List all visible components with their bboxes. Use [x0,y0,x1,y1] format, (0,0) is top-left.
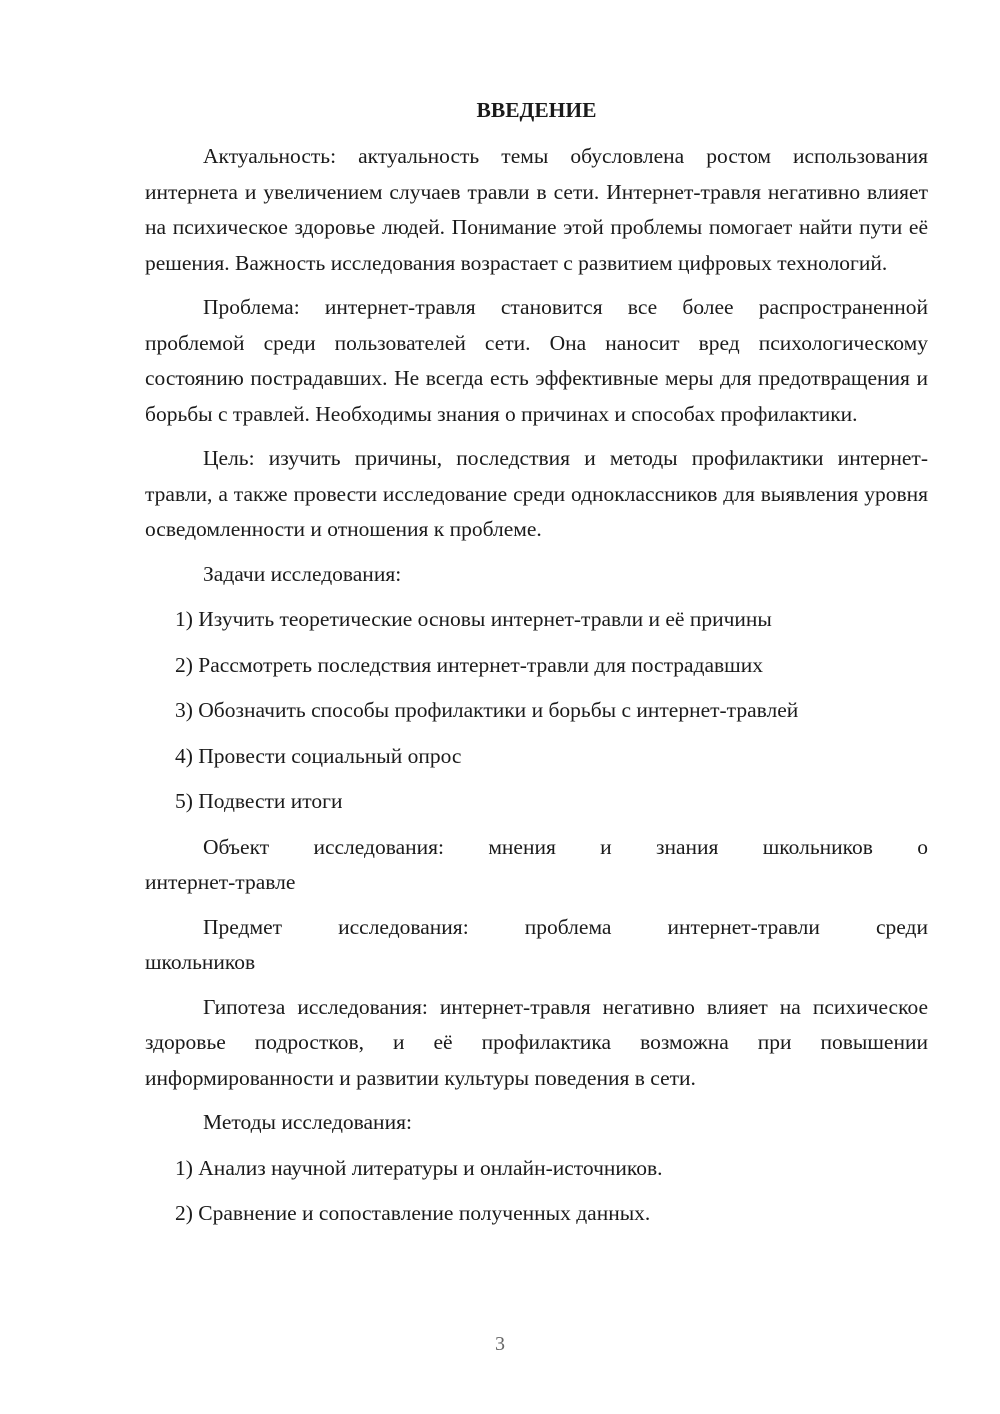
object-paragraph [145,830,928,901]
goal-paragraph: Цель: изучить причины, последствия и методы профилактики интернет-травли, а также провести исследование среди одноклассников для выявления уровня осведомленности и отношения к проблеме. [145,446,928,541]
subject-line-2: школьников [145,950,256,974]
object-line-2: интернет-травле [145,870,296,894]
method-item-1: 1) Анализ научной литературы и онлайн-источников. [175,1155,663,1180]
problem-paragraph: Проблема: интернет-травля становится все более распространенной проблемой среди пользователей сети. Она наносит вред психологическому состоянию пострадавших. Не всегда есть эффективные меры для предотвращения и борьбы с травлей. Необходимы знания о причинах и способах профилактики. [145,295,928,426]
page-title: ВВЕДЕНИЕ [476,98,597,122]
tasks-label: Задачи исследования: [203,561,402,586]
subject-paragraph [145,910,928,981]
task-item-2: 2) Рассмотреть последствия интернет-травли для пострадавших [175,652,763,677]
task-item-3: 3) Обозначить способы профилактики и борьбы с интернет-травлей [175,698,799,722]
task-item-1: 1) Изучить теоретические основы интернет-травли и её причины [175,607,772,631]
method-item-2: 2) Сравнение и сопоставление полученных данных. [175,1201,651,1225]
document-page [145,95,928,1242]
page-number: 3 [495,1333,505,1355]
subject-line-1: Предмет исследования: проблема интернет-травли среди [203,914,928,939]
hypothesis-paragraph: Гипотеза исследования: интернет-травля негативно влияет на психическое здоровье подростков, и её профилактика возможна при повышении информированности и развитии культуры поведения в сети. [145,994,928,1090]
relevance-paragraph: Актуальность: актуальность темы обусловлена ростом использования интернета и увеличением случаев травли в сети. Интернет-травля негативно влияет на психическое здоровье людей. Понимание этой проблемы помогает найти пути её решения. Важность исследования возрастает с развитием цифровых технологий. [145,144,928,275]
methods-label: Методы исследования: [203,1110,412,1134]
task-item-5: 5) Подвести итоги [175,789,343,813]
object-line-1: Объект исследования: мнения и знания школьников о [203,834,928,859]
task-item-4: 4) Провести социальный опрос [175,743,462,768]
